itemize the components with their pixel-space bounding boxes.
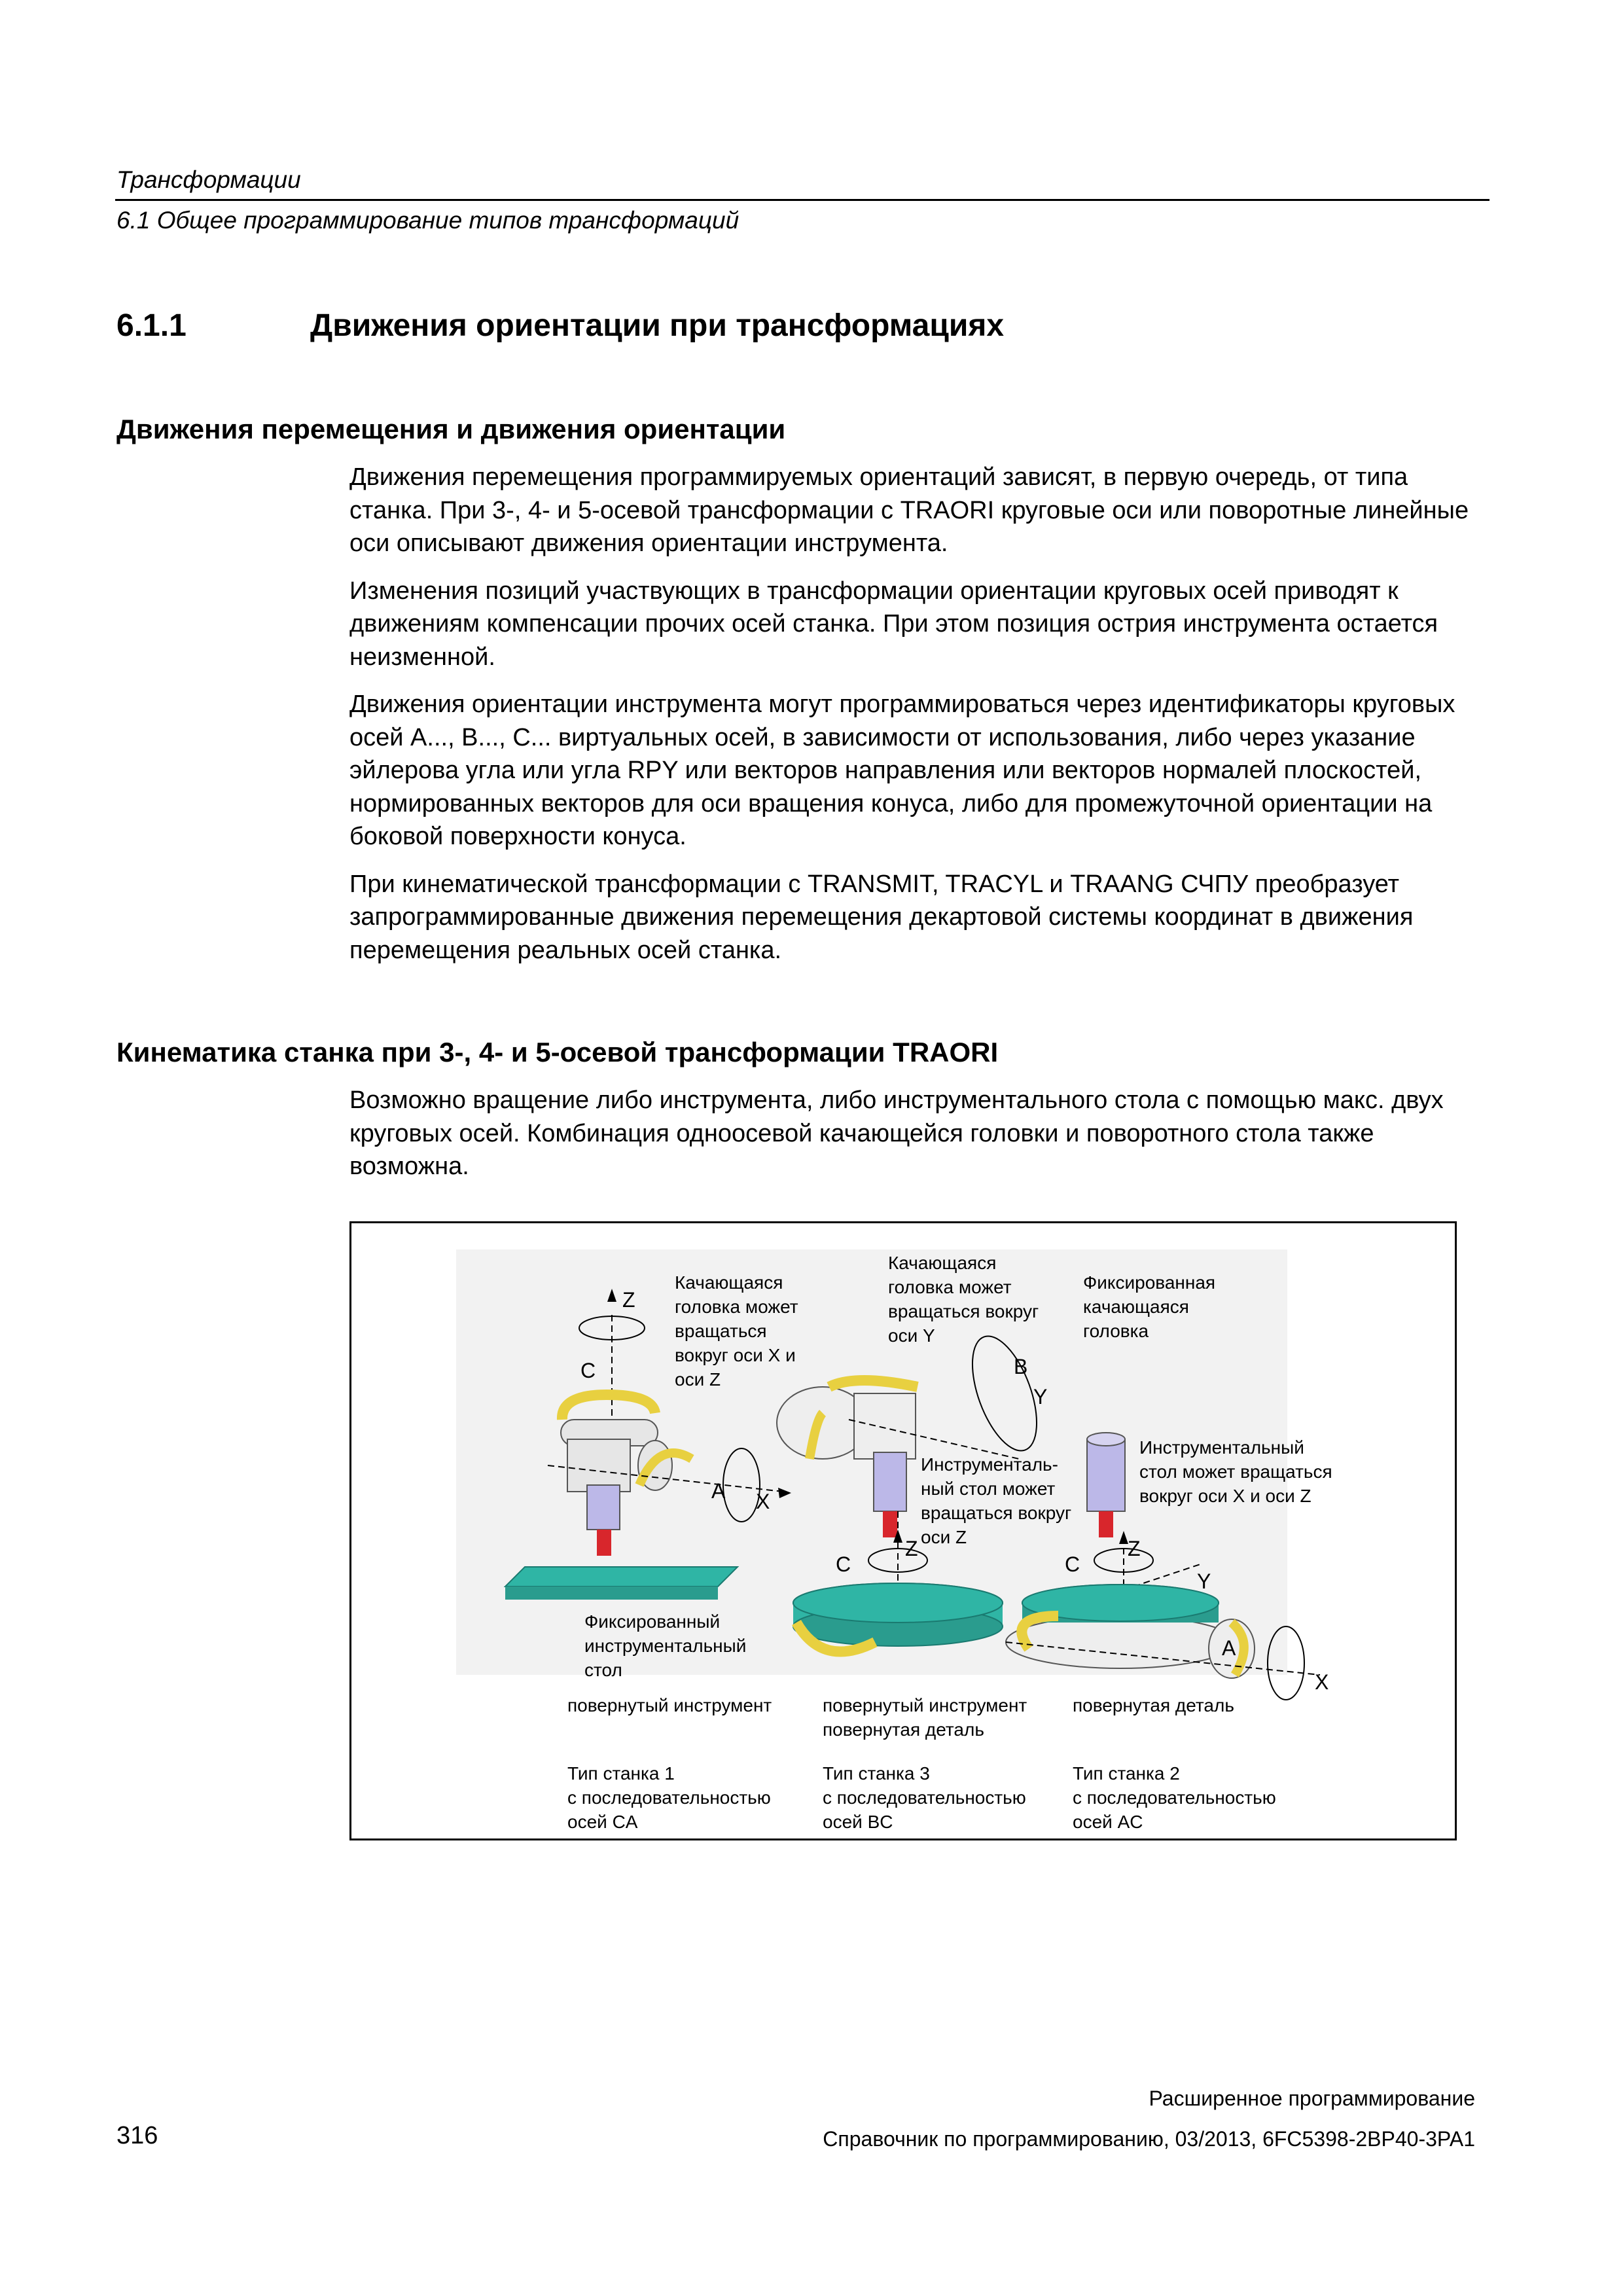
subsection-title-2: Кинематика станка при 3-, 4- и 5-осевой трансформации TRAORI [116,1037,999,1067]
label-table-xz: Инструментальный стол может вращаться вокруг оси X и оси Z [1139,1437,1332,1506]
subsection-1-body [349,461,1488,981]
running-header-section: 6.1 Общее программирование типов трансформаций [116,207,740,234]
paragraph: Движения перемещения программируемых ориентаций зависят, в первую очередь, от типа станка. При 3-, 4- и 5-осевой трансформации с TRAORI круговые оси или поворотные линейные оси описывают движения ориентации инструмента. [349,463,1469,557]
paragraph: Движения ориентации инструмента могут программироваться через идентификаторы круговых осей A..., B..., C... виртуальных осей, в зависимости от использования, либо через указание эйлерова угла или угла RPY или векторов направления или векторов нормалей плоскостей, нормированных векторов для оси вращения конуса, либо для промежуточной ориентации на боковой поверхности конуса. [349,691,1455,850]
caption-rotated-tool-and-part: повернутый инструмент повернутая деталь [823,1695,1027,1740]
caption-machine-type-3: Тип станка 3 с последовательностью осей BC [823,1763,1026,1832]
axis-y-label-2: Y [1197,1570,1211,1593]
page-number: 316 [116,2122,158,2149]
subsection-title-1: Движения перемещения и движения ориентации [116,414,786,444]
header-divider [115,199,1489,201]
caption-rotated-part: повернутая деталь [1073,1695,1234,1715]
axis-x-label-1: X [756,1490,770,1513]
label-swivel-head-y: Качающаяся головка может вращаться вокруг оси Y [888,1253,1039,1346]
paragraph: При кинематической трансформации с TRANSMIT, TRACYL и TRAANG СЧПУ преобразует запрограммированные движения перемещения декартовой системы координат в движения перемещения реальных осей станка. [349,870,1414,964]
axis-z-label-2: Z [905,1537,918,1560]
axis-z-label-3: Z [1128,1537,1141,1560]
axis-a-label-2: A [1222,1636,1236,1660]
axis-b-label: B [1014,1355,1028,1378]
axis-c-label-2: C [836,1552,851,1576]
label-fixed-head: Фиксированная качающаяся головка [1083,1272,1216,1341]
label-swivel-head-xz: Качающаяся головка может вращаться вокруг оси X и оси Z [675,1272,798,1390]
paragraph: Возможно вращение либо инструмента, либо инструментального стола с помощью макс. двух круговых осей. Комбинация одноосевой качающейся головки и поворотного стола также возможна. [349,1086,1444,1180]
axis-c-label-3: C [1065,1552,1080,1576]
caption-machine-type-2: Тип станка 2 с последовательностью осей AC [1073,1763,1276,1832]
running-header-chapter: Трансформации [116,166,301,193]
kinematics-figure [349,1221,1457,1840]
subsection-2-body [349,1084,1488,1198]
caption-rotated-tool: повернутый инструмент [567,1695,772,1715]
caption-machine-type-1: Тип станка 1 с последовательностью осей CA [567,1763,771,1832]
fixed-table [505,1567,738,1600]
section-title: Движения ориентации при трансформациях [310,308,1005,343]
label-fixed-table: Фиксированный инструментальный стол [584,1611,747,1680]
axis-a-label-1: A [711,1479,726,1503]
footer-reference: Справочник по программированию, 03/2013, 6FC5398-2BP40-3PA1 [823,2127,1475,2151]
axis-x-label-2: X [1315,1670,1329,1694]
axis-c-label-1: C [580,1359,596,1382]
footer-book-title: Расширенное программирование [1149,2087,1475,2110]
section-number: 6.1.1 [116,308,187,343]
axis-y-label-1: Y [1033,1385,1048,1408]
axis-z-label-1: Z [622,1288,635,1312]
paragraph: Изменения позиций участвующих в трансформации ориентации круговых осей приводят к движениям компенсации прочих осей станка. При этом позиция острия инструмента остается неизменной. [349,577,1438,671]
label-table-z: Инструменталь- ный стол может вращаться вокруг оси Z [921,1454,1072,1547]
